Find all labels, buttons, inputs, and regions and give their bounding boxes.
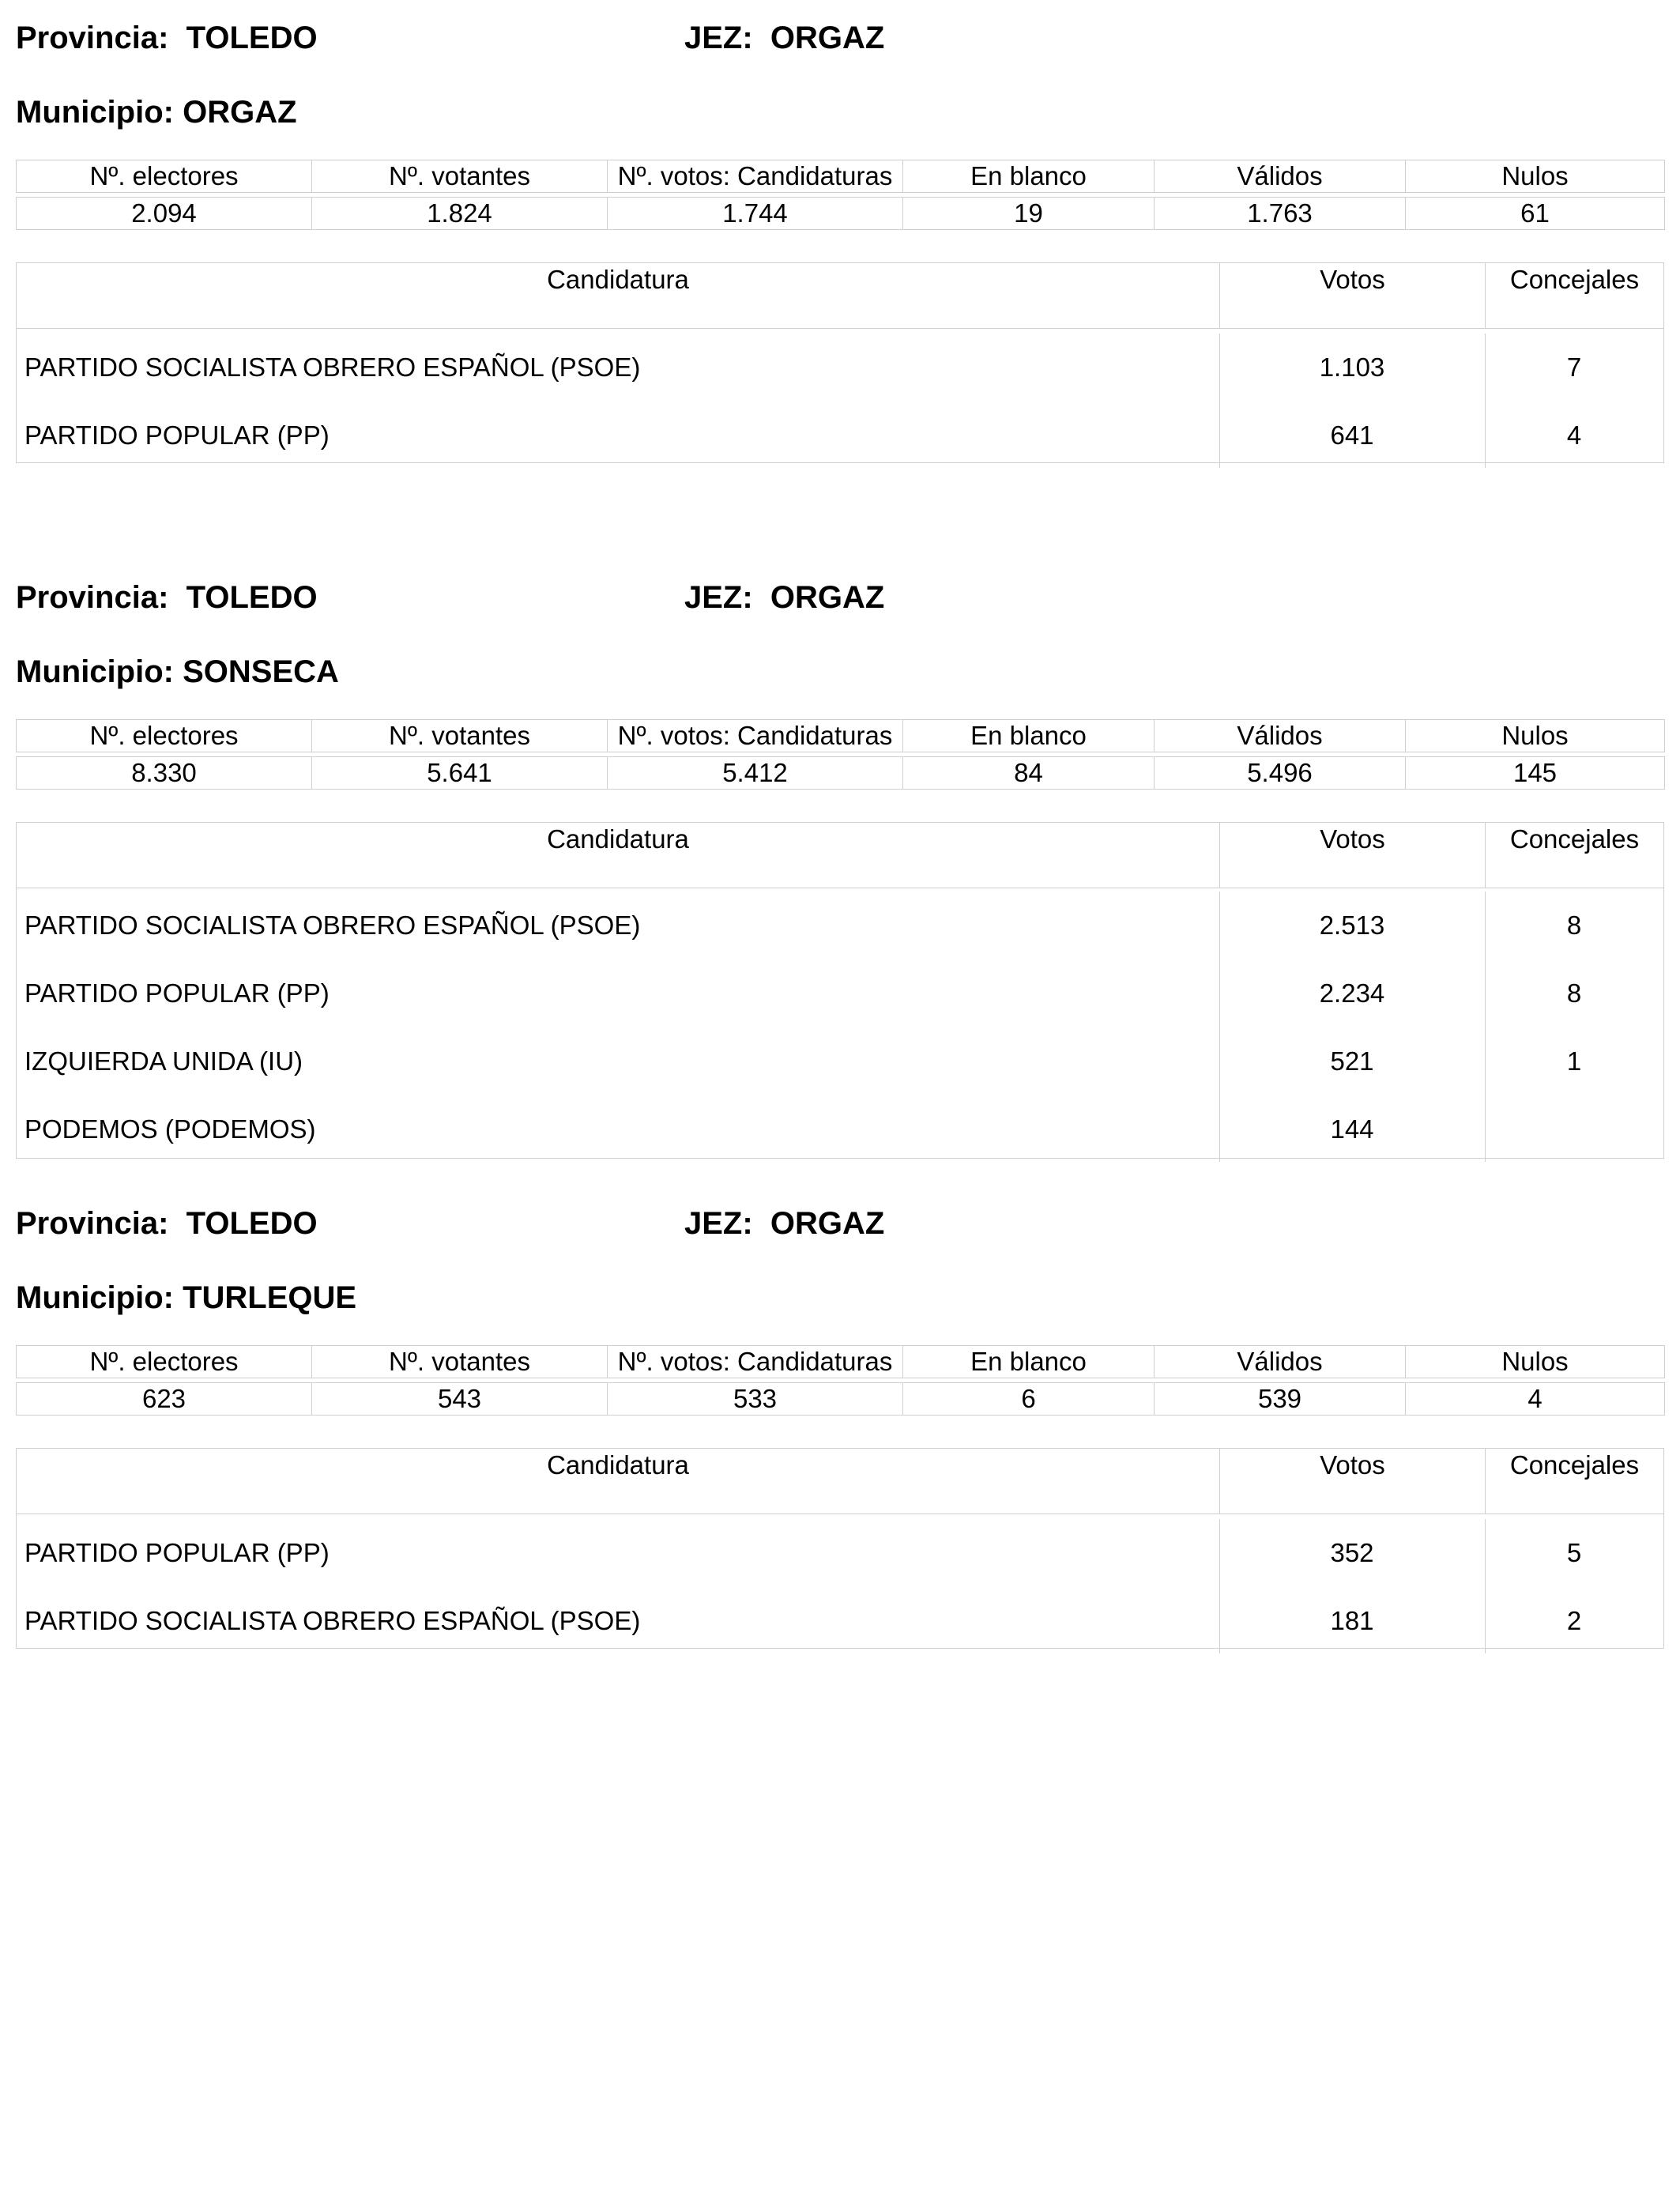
summary-header-row bbox=[17, 720, 1665, 752]
candidatura-name: PARTIDO POPULAR (PP) bbox=[24, 978, 330, 1008]
summary-header: En blanco bbox=[903, 160, 1155, 193]
candidaturas-table bbox=[16, 262, 1664, 463]
header-candidatura: Candidatura bbox=[547, 824, 689, 854]
summary-value: 539 bbox=[1155, 1383, 1406, 1416]
jez-value: ORGAZ bbox=[770, 580, 885, 615]
header-concejales: Concejales bbox=[1485, 823, 1663, 888]
table-row bbox=[17, 1027, 1663, 1095]
candidatura-name: PARTIDO SOCIALISTA OBRERO ESPAÑOL (PSOE) bbox=[24, 1606, 641, 1635]
summary-value: 61 bbox=[1406, 198, 1665, 230]
provincia-value: TOLEDO bbox=[186, 1206, 318, 1241]
candidatura-name: PARTIDO SOCIALISTA OBRERO ESPAÑOL (PSOE) bbox=[24, 352, 641, 382]
jez-value: ORGAZ bbox=[770, 21, 885, 55]
provincia-line: Provincia: TOLEDO bbox=[16, 580, 318, 615]
summary-header: Nº. electores bbox=[17, 1346, 312, 1378]
summary-header: Nº. votantes bbox=[312, 720, 608, 752]
candidatura-votos: 1.103 bbox=[1319, 352, 1385, 382]
header-votos: Votos bbox=[1219, 823, 1485, 888]
summary-header: Nº. votantes bbox=[312, 1346, 608, 1378]
summary-header: Válidos bbox=[1155, 160, 1406, 193]
jez-line: JEZ: ORGAZ bbox=[684, 1206, 885, 1241]
provincia-line: Provincia: TOLEDO bbox=[16, 1206, 318, 1241]
candidatura-name: PARTIDO POPULAR (PP) bbox=[24, 420, 330, 450]
summary-header: Nº. votos: Candidaturas bbox=[608, 720, 903, 752]
candidatura-votos: 2.234 bbox=[1319, 978, 1385, 1008]
header-concejales: Concejales bbox=[1485, 263, 1663, 328]
header-candidatura: Candidatura bbox=[547, 265, 689, 294]
candidaturas-body bbox=[17, 1519, 1663, 1653]
table-row bbox=[17, 401, 1663, 469]
summary-value: 145 bbox=[1406, 757, 1665, 790]
candidatura-name: PARTIDO POPULAR (PP) bbox=[24, 1538, 330, 1567]
candidatura-concejales: 2 bbox=[1566, 1606, 1582, 1635]
header-candidatura: Candidatura bbox=[547, 1450, 689, 1480]
jez-value: ORGAZ bbox=[770, 1206, 885, 1241]
table-row bbox=[17, 959, 1663, 1027]
municipio-heading: Municipio: SONSECA bbox=[16, 654, 339, 689]
summary-header-row bbox=[17, 1346, 1665, 1378]
summary-header-row bbox=[17, 160, 1665, 193]
municipio-value: TURLEQUE bbox=[183, 1280, 357, 1315]
header-votos: Votos bbox=[1219, 263, 1485, 328]
summary-header: Nº. votantes bbox=[312, 160, 608, 193]
candidaturas-header bbox=[17, 1449, 1663, 1514]
candidatura-concejales bbox=[1485, 1095, 1663, 1163]
candidatura-name: IZQUIERDA UNIDA (IU) bbox=[24, 1046, 303, 1076]
summary-header: Nulos bbox=[1406, 1346, 1665, 1378]
candidatura-name: PODEMOS (PODEMOS) bbox=[24, 1114, 316, 1144]
table-row bbox=[17, 1519, 1663, 1587]
summary-value: 6 bbox=[903, 1383, 1155, 1416]
candidatura-concejales: 7 bbox=[1566, 352, 1582, 382]
jez-line: JEZ: ORGAZ bbox=[684, 580, 885, 615]
summary-header: Nº. electores bbox=[17, 720, 312, 752]
summary-header: Nº. electores bbox=[17, 160, 312, 193]
summary-header: Nulos bbox=[1406, 720, 1665, 752]
municipio-value: SONSECA bbox=[183, 654, 339, 689]
candidatura-concejales: 4 bbox=[1566, 420, 1582, 450]
candidatura-concejales: 8 bbox=[1566, 910, 1582, 940]
summary-value: 533 bbox=[608, 1383, 903, 1416]
table-row bbox=[17, 892, 1663, 959]
summary-header: Nulos bbox=[1406, 160, 1665, 193]
summary-value: 1.824 bbox=[312, 198, 608, 230]
summary-value: 84 bbox=[903, 757, 1155, 790]
summary-value: 1.763 bbox=[1155, 198, 1406, 230]
candidatura-votos: 144 bbox=[1330, 1114, 1374, 1144]
candidaturas-header bbox=[17, 263, 1663, 329]
jez-line: JEZ: ORGAZ bbox=[684, 21, 885, 55]
candidatura-concejales: 5 bbox=[1566, 1538, 1582, 1567]
summary-value: 543 bbox=[312, 1383, 608, 1416]
candidaturas-body bbox=[17, 892, 1663, 1162]
candidatura-concejales: 1 bbox=[1566, 1046, 1582, 1076]
summary-table bbox=[16, 160, 1665, 230]
summary-value-row bbox=[17, 198, 1665, 230]
summary-value: 8.330 bbox=[17, 757, 312, 790]
summary-header: Nº. votos: Candidaturas bbox=[608, 1346, 903, 1378]
provincia-value: TOLEDO bbox=[186, 21, 318, 55]
summary-value: 2.094 bbox=[17, 198, 312, 230]
summary-header: Nº. votos: Candidaturas bbox=[608, 160, 903, 193]
summary-value-row bbox=[17, 757, 1665, 790]
summary-value: 5.641 bbox=[312, 757, 608, 790]
municipio-value: ORGAZ bbox=[183, 95, 297, 130]
candidaturas-table bbox=[16, 1448, 1664, 1649]
summary-header: Válidos bbox=[1155, 720, 1406, 752]
candidatura-concejales: 8 bbox=[1566, 978, 1582, 1008]
header-concejales: Concejales bbox=[1485, 1449, 1663, 1514]
candidaturas-body bbox=[17, 334, 1663, 468]
candidatura-votos: 352 bbox=[1330, 1538, 1374, 1567]
summary-value: 5.496 bbox=[1155, 757, 1406, 790]
table-row bbox=[17, 1095, 1663, 1163]
candidatura-votos: 641 bbox=[1330, 420, 1374, 450]
summary-header: Válidos bbox=[1155, 1346, 1406, 1378]
summary-header: En blanco bbox=[903, 720, 1155, 752]
municipio-heading: Municipio: ORGAZ bbox=[16, 95, 297, 130]
candidatura-name: PARTIDO SOCIALISTA OBRERO ESPAÑOL (PSOE) bbox=[24, 910, 641, 940]
header-votos: Votos bbox=[1219, 1449, 1485, 1514]
summary-table bbox=[16, 1345, 1665, 1416]
candidatura-votos: 2.513 bbox=[1319, 910, 1385, 940]
candidatura-votos: 181 bbox=[1330, 1606, 1374, 1635]
table-row bbox=[17, 1587, 1663, 1655]
table-row bbox=[17, 334, 1663, 401]
summary-value: 5.412 bbox=[608, 757, 903, 790]
summary-value: 19 bbox=[903, 198, 1155, 230]
municipio-heading: Municipio: TURLEQUE bbox=[16, 1280, 357, 1315]
candidatura-votos: 521 bbox=[1330, 1046, 1374, 1076]
candidaturas-table bbox=[16, 822, 1664, 1159]
provincia-line: Provincia: TOLEDO bbox=[16, 21, 318, 55]
summary-value: 623 bbox=[17, 1383, 312, 1416]
provincia-value: TOLEDO bbox=[186, 580, 318, 615]
summary-value-row bbox=[17, 1383, 1665, 1416]
candidaturas-header bbox=[17, 823, 1663, 888]
summary-value: 4 bbox=[1406, 1383, 1665, 1416]
summary-value: 1.744 bbox=[608, 198, 903, 230]
summary-header: En blanco bbox=[903, 1346, 1155, 1378]
summary-table bbox=[16, 719, 1665, 790]
